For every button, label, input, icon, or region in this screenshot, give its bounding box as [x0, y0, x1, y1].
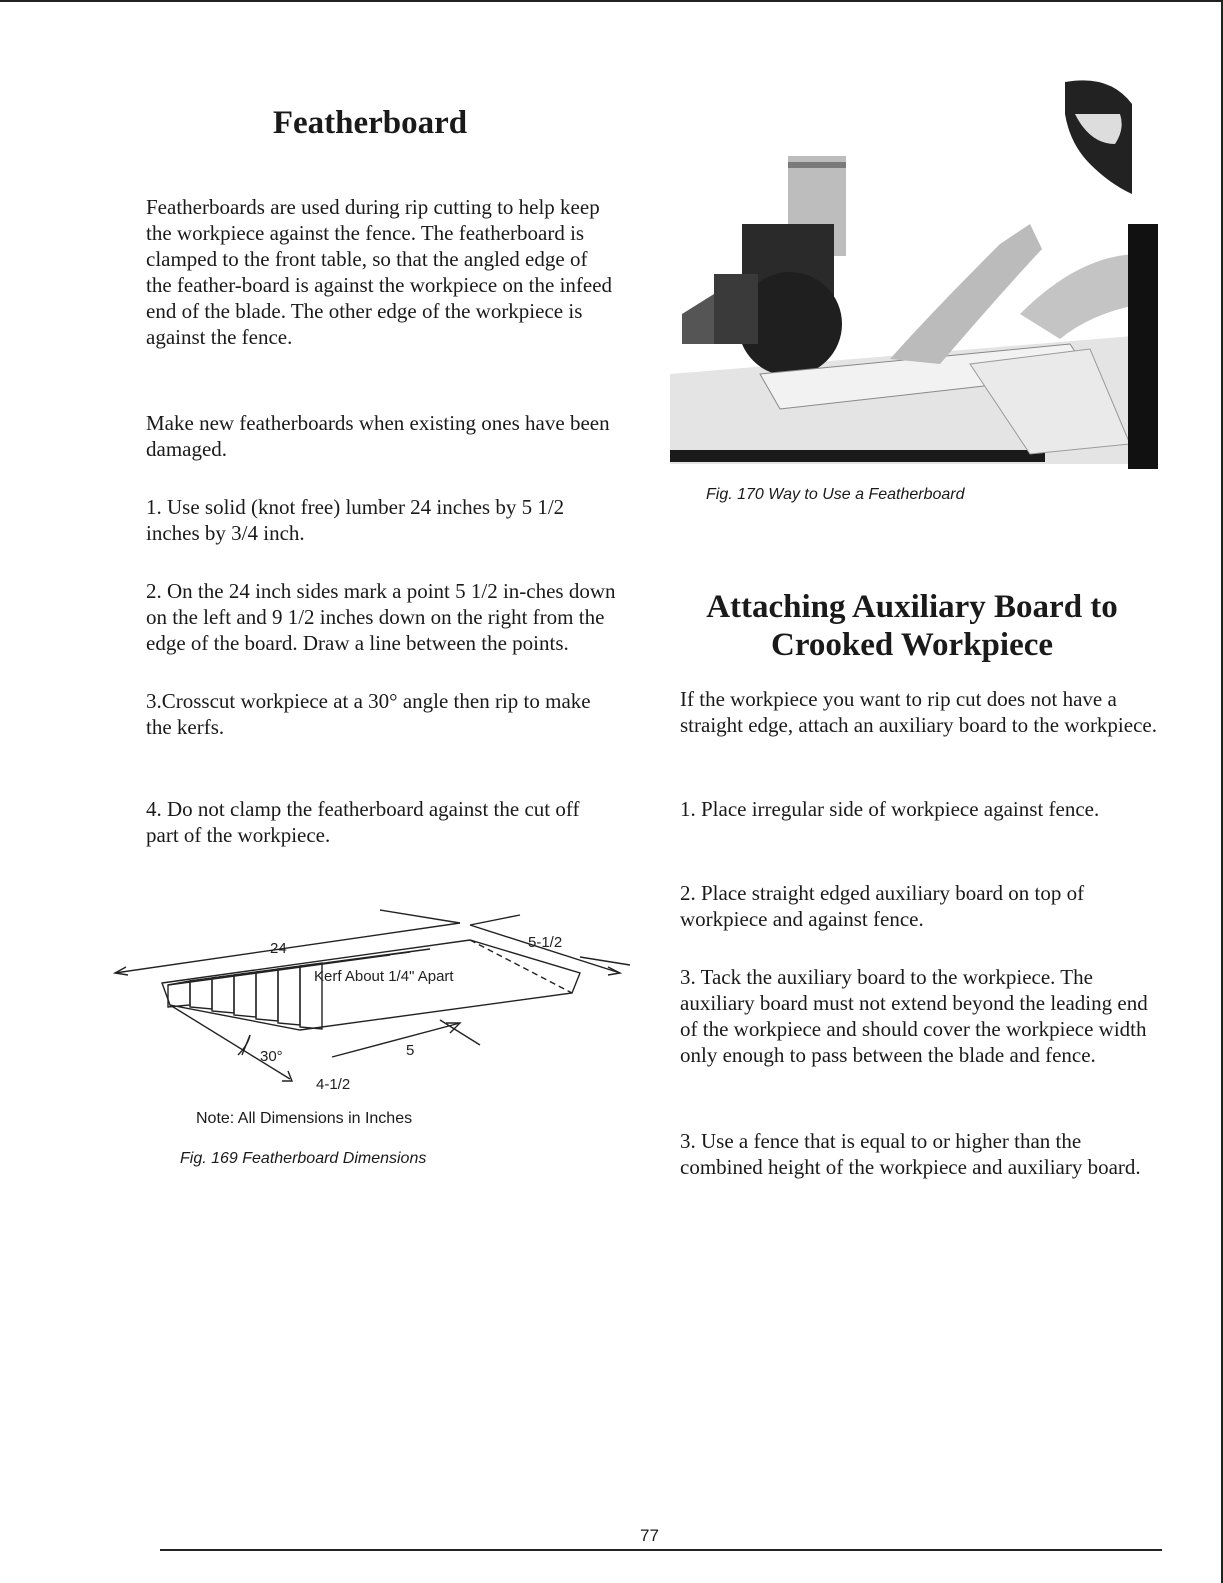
label-24: 24 — [270, 940, 287, 957]
label-30: 30° — [260, 1048, 283, 1065]
section-title-featherboard: Featherboard — [272, 105, 468, 141]
aux-step-3: 3. Tack the auxiliary board to the workpiece. The auxiliary board must not extend beyond the leading end of the workpiece and should cover the workpiece width only enough to pass between the blade and fence. — [680, 965, 1148, 1067]
featherboard-dimensions-diagram — [110, 895, 640, 1095]
paragraph-make-new: Make new featherboards when existing ones have been damaged. — [146, 411, 610, 461]
step-3: 3.Crosscut workpiece at a 30° angle then rip to make the kerfs. — [146, 689, 591, 739]
aux-step-1: 1. Place irregular side of workpiece against fence. — [680, 797, 1100, 821]
top-border — [0, 0, 1223, 2]
paragraph-intro: Featherboards are used during rip cutting to help keep the workpiece against the fence. The featherboard is clamped to the front table, so that the angled edge of the feather-board is against the workpiece on the infeed end of the blade. The other edge of the workpiece is against the fence. — [146, 195, 613, 349]
step-2: 2. On the 24 inch sides mark a point 5 1/2 in-ches down on the left and 9 1/2 inches down on the right from the edge of the board. Draw a line between the points. — [146, 579, 616, 655]
label-4-1-2: 4-1/2 — [316, 1076, 351, 1093]
fig-169-caption: Fig. 169 Featherboard Dimensions — [180, 1150, 427, 1167]
diagram-note: Note: All Dimensions in Inches — [196, 1110, 413, 1127]
footer-rule — [160, 1549, 1162, 1551]
step-4: 4. Do not clamp the featherboard against the cut off part of the workpiece. — [146, 797, 580, 847]
dim-5-line — [332, 1023, 460, 1057]
fig-170-caption: Fig. 170 Way to Use a Featherboard — [706, 486, 965, 503]
label-5: 5 — [406, 1042, 415, 1059]
aux-step-3b: 3. Use a fence that is equal to or higher than the combined height of the workpiece and auxiliary board. — [680, 1129, 1141, 1179]
page-number: 77 — [640, 1526, 659, 1545]
step-1: 1. Use solid (knot free) lumber 24 inches by 5 1/2 inches by 3/4 inch. — [146, 495, 565, 545]
label-5-1-2: 5-1/2 — [528, 934, 563, 951]
board-outline — [162, 940, 580, 1030]
featherboard-use-photo — [670, 74, 1158, 474]
section-title-auxiliary-board: Attaching Auxiliary Board to Crooked Workpiece — [706, 589, 1118, 663]
label-kerf: Kerf About 1/4" Apart — [314, 968, 454, 985]
aux-step-2: 2. Place straight edged auxiliary board on top of workpiece and against fence. — [680, 881, 1085, 931]
paragraph-auxiliary-intro: If the workpiece you want to rip cut does not have a straight edge, attach an auxiliary board to the workpiece. — [680, 687, 1157, 737]
operator-body — [1128, 224, 1158, 469]
